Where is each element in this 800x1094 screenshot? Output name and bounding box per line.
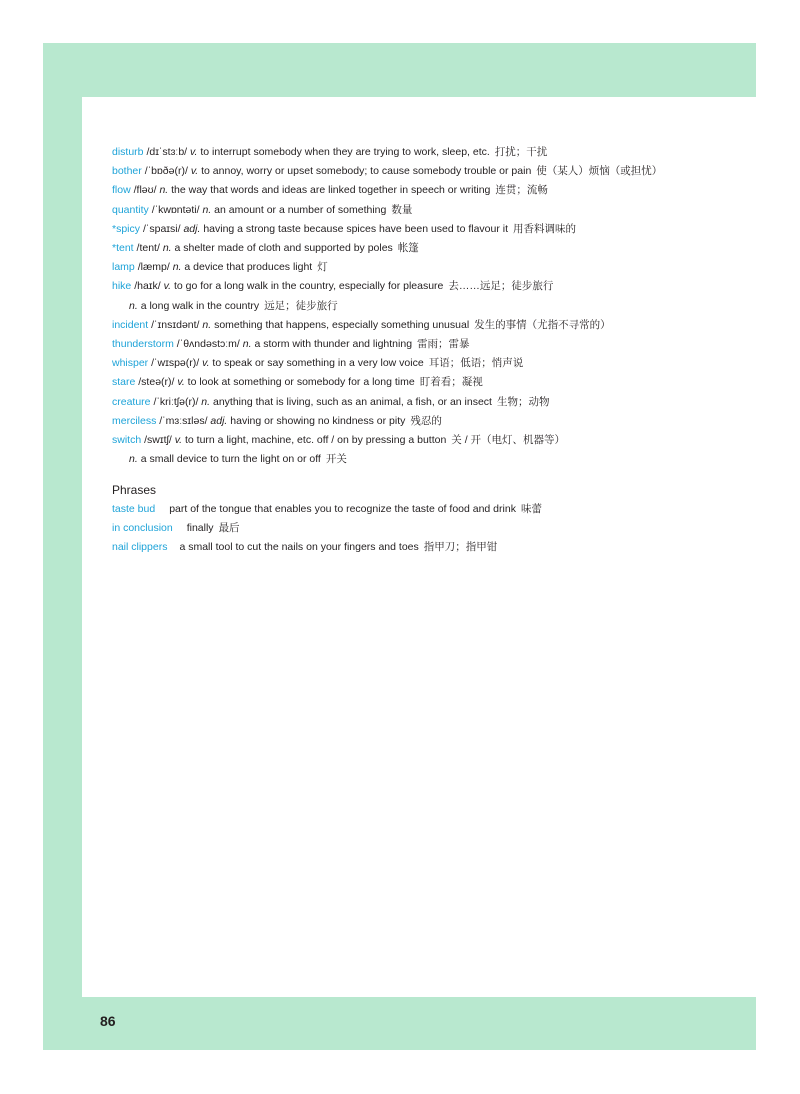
headword: merciless — [112, 414, 157, 427]
entry-whisper — [112, 354, 732, 373]
translation: 去……远足；徒步旅行 — [448, 280, 554, 293]
definition: to speak or say something in a very low voice — [212, 357, 424, 370]
phrases-heading: Phrases — [112, 483, 157, 497]
headword: switch — [112, 434, 142, 447]
part-of-speech: n. — [202, 318, 212, 331]
entry-hike-noun — [112, 297, 732, 316]
translation: 连贯；流畅 — [495, 184, 548, 197]
part-of-speech: v. — [163, 280, 172, 293]
entry-merciless — [112, 412, 732, 431]
definition: a storm with thunder and lightning — [254, 338, 413, 351]
phonetic: /ˈθʌndəstɔːm/ — [176, 338, 240, 351]
entry-lamp — [112, 258, 732, 277]
part-of-speech: adj. — [210, 414, 228, 427]
definition: to go for a long walk in the country, especially for pleasure — [173, 280, 444, 293]
part-of-speech: n. — [242, 338, 252, 351]
phonetic: /læmp/ — [137, 261, 170, 274]
entry-bother — [112, 162, 732, 181]
part-of-speech: v. — [190, 165, 199, 178]
phrase-in-conclusion — [112, 519, 732, 538]
headword: flow — [112, 184, 131, 197]
definition: having a strong taste because spices have been used to flavour it — [203, 222, 509, 235]
phrase-head: in conclusion — [112, 522, 173, 535]
definition: an amount or a number of something — [214, 203, 387, 216]
definition: the way that words and ideas are linked together in speech or writing — [171, 184, 491, 197]
definition: something that happens, especially something unusual — [214, 318, 470, 331]
part-of-speech: v. — [202, 357, 210, 370]
translation: 发生的事情（尤指不寻常的） — [474, 318, 611, 331]
translation: 开关 — [325, 453, 347, 466]
translation: 使（某人）烦恼（或担忧） — [536, 165, 663, 178]
definition: a long walk in the country — [140, 299, 260, 312]
definition: to interrupt somebody when they are trying to work, sleep, etc. — [200, 146, 490, 158]
headword: incident — [112, 318, 149, 331]
headword: stare — [112, 376, 136, 389]
entry-disturb — [112, 143, 732, 162]
page-number: 86 — [100, 1013, 116, 1029]
headword: thunderstorm — [112, 338, 174, 351]
part-of-speech: n. — [202, 203, 212, 216]
entry-hike — [112, 277, 732, 296]
definition: to annoy, worry or upset somebody; to cause somebody trouble or pain — [201, 165, 532, 178]
entry-creature — [112, 393, 732, 412]
entry-tent — [112, 239, 732, 258]
phonetic: /ˈkwɒntəti/ — [151, 203, 200, 216]
headword: lamp — [112, 261, 135, 274]
translation: 远足；徒步旅行 — [264, 299, 338, 312]
translation: 用香料调味的 — [513, 222, 577, 235]
definition: to turn a light, machine, etc. off / on by pressing a button — [185, 434, 447, 447]
part-of-speech: n. — [172, 261, 182, 274]
entry-incident — [112, 316, 732, 335]
phrase-taste-bud — [112, 500, 732, 519]
entry-flow — [112, 181, 732, 200]
phonetic: /dɪˈstɜːb/ — [146, 146, 188, 158]
translation: 帐篷 — [397, 242, 419, 255]
part-of-speech: n. — [129, 299, 138, 312]
translation: 残忍的 — [410, 414, 442, 427]
phonetic: /ˈbɒðə(r)/ — [144, 165, 188, 178]
phrase-definition: finally — [186, 522, 214, 535]
part-of-speech: v. — [190, 146, 198, 158]
definition: a small device to turn the light on or off — [140, 453, 321, 466]
phrases-list — [112, 500, 732, 558]
phrase-definition: part of the tongue that enables you to recognize the taste of food and drink — [169, 503, 516, 515]
part-of-speech: adj. — [183, 222, 201, 235]
headword: *spicy — [112, 222, 141, 235]
entry-switch — [112, 431, 732, 450]
phrase-translation: 指甲刀；指甲钳 — [423, 541, 498, 554]
headword: quantity — [112, 203, 149, 216]
part-of-speech: v. — [177, 376, 185, 389]
part-of-speech: n. — [201, 395, 211, 408]
definition: to look at something or somebody for a long time — [187, 376, 415, 389]
entry-thunderstorm — [112, 335, 732, 354]
translation: 雷雨；雷暴 — [417, 338, 470, 351]
translation: 盯着看；凝视 — [419, 376, 483, 389]
phonetic: /haɪk/ — [134, 280, 161, 293]
entry-spicy — [112, 220, 732, 239]
phonetic: /tent/ — [136, 242, 160, 255]
phonetic: /ˈwɪspə(r)/ — [151, 357, 200, 370]
entry-switch-noun — [112, 450, 732, 469]
translation: 关 / 开（电灯、机器等） — [451, 434, 566, 447]
translation: 耳语；低语；悄声说 — [428, 357, 524, 370]
phonetic: /swɪtʃ/ — [144, 434, 172, 447]
phrase-head: taste bud — [112, 503, 156, 515]
entry-quantity — [112, 201, 732, 220]
phonetic: /ˈmɜːsɪləs/ — [159, 414, 208, 427]
phonetic: /ˈkriːtʃə(r)/ — [153, 395, 199, 408]
definition: anything that is living, such as an animal, a fish, or an insect — [212, 395, 492, 408]
vocabulary-list — [112, 143, 732, 469]
phrase-definition: a small tool to cut the nails on your fingers and toes — [179, 541, 419, 554]
translation: 打扰；干扰 — [494, 146, 548, 158]
translation: 生物；动物 — [496, 395, 550, 408]
part-of-speech: n. — [159, 184, 169, 197]
phonetic: /fləʊ/ — [133, 184, 157, 197]
headword: hike — [112, 280, 132, 293]
definition: a device that produces light — [184, 261, 313, 274]
headword: *tent — [112, 242, 134, 255]
phonetic: /ˈspaɪsi/ — [142, 222, 181, 235]
phonetic: /steə(r)/ — [138, 376, 175, 389]
part-of-speech: n. — [162, 242, 172, 255]
phrase-head: nail clippers — [112, 541, 168, 554]
headword: whisper — [112, 357, 149, 370]
headword: creature — [112, 395, 151, 408]
translation: 数量 — [391, 203, 413, 216]
part-of-speech: v. — [174, 434, 183, 447]
phrase-translation: 味蕾 — [520, 503, 542, 515]
definition: having or showing no kindness or pity — [230, 414, 406, 427]
part-of-speech: n. — [129, 453, 138, 466]
definition: a shelter made of cloth and supported by poles — [174, 242, 393, 255]
phrase-nail-clippers — [112, 538, 732, 557]
entry-stare — [112, 373, 732, 392]
translation: 灯 — [317, 261, 328, 274]
headword: bother — [112, 165, 142, 178]
headword: disturb — [112, 146, 144, 158]
phonetic: /ˈɪnsɪdənt/ — [151, 318, 200, 331]
phrase-translation: 最后 — [218, 522, 240, 535]
